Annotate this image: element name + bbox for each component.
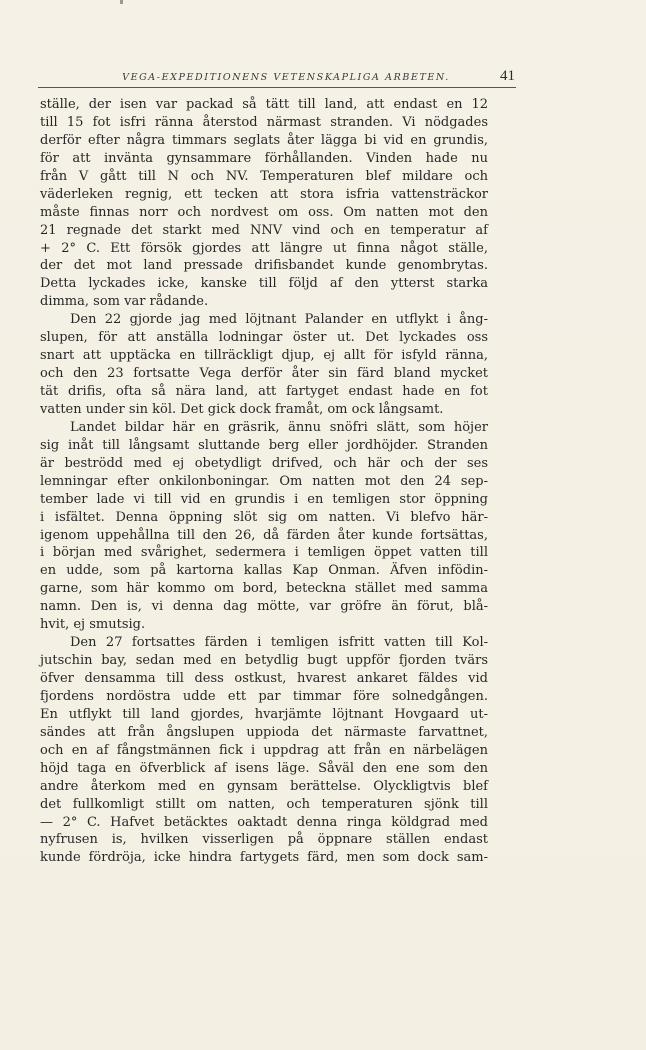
text-line: nyfrusen is, hvilken visserligen på öppnare ställen endast — [40, 832, 488, 848]
body-text — [40, 96, 488, 867]
text-line: Den 27 fortsattes färden i temligen isfritt vatten till Kol- — [70, 635, 488, 651]
text-line: der det mot land pressade drifisbandet kunde genombrytas. — [40, 258, 488, 274]
text-line: derför efter några timmars seglats åter lägga bi vid en grundis, — [40, 132, 488, 148]
text-line: måste finnas norr och nordvest om oss. Om natten mot den — [40, 204, 488, 220]
text-line: Detta lyckades icke, kanske till följd af den ytterst starka — [40, 276, 488, 292]
text-line: öfver densamma till dess ostkust, hvarest ankaret fäldes vid — [40, 671, 488, 686]
print-mark — [120, 0, 123, 4]
text-line: Landet bildar här en gräsrik, ännu snöfri slätt, som höjer — [70, 419, 488, 435]
text-line: ställe, der isen var packad så tätt till land, att endast en 12 — [40, 97, 488, 112]
text-line: är beströdd med ej obetydligt drifved, och här och der ses — [40, 455, 488, 471]
text-line: och den 23 fortsatte Vega derför åter sin färd bland mycket — [40, 366, 488, 382]
text-line: sändes att från ångslupen uppioda det närmaste farvattnet, — [40, 724, 488, 740]
text-line: 21 regnade det starkt med NNV vind och en temperatur af — [40, 222, 488, 238]
text-line: sig inåt till långsamt sluttande berg eller jordhöjder. Stranden — [40, 437, 488, 453]
text-line: dimma, som var rådande. — [40, 294, 209, 310]
text-line: i början med svårighet, sedermera i temligen öppet vatten till — [40, 545, 488, 561]
text-line: igenom uppehållna till den 26, då färden åter kunde fortsättas, — [40, 527, 488, 543]
text-line: från V gått till N och NV. Temperaturen blef mildare och — [40, 168, 488, 184]
text-line: jutschin bay, sedan med en betydlig bugt uppför fjorden tvärs — [40, 653, 488, 669]
text-line: väderleken regnig, ett tecken att stora isfria vattensträckor — [40, 186, 488, 202]
text-line: i isfältet. Denna öppning slöt sig om natten. Vi blefvo här- — [40, 509, 488, 525]
running-head: VEGA-EXPEDITIONENS VETENSKAPLIGA ARBETEN. — [122, 72, 450, 83]
text-line: lemningar efter onkilonboningar. Om natten mot den 24 sep- — [40, 473, 488, 489]
text-line: En utflykt till land gjordes, hvarjämte löjtnant Hovgaard ut- — [40, 706, 488, 722]
text-line: vatten under sin köl. Det gick dock framåt, om ock långsamt. — [40, 401, 444, 417]
header-rule — [38, 87, 516, 88]
text-line: garne, som här kommo om bord, beteckna stället med samma — [40, 581, 488, 597]
text-line: en udde, som på kartorna kallas Kap Onman. Äfven infödin- — [40, 563, 488, 579]
text-line: Den 22 gjorde jag med löjtnant Palander en utflykt i ång- — [70, 312, 488, 328]
text-line: till 15 fot isfri ränna återstod närmast stranden. Vi nödgades — [40, 114, 488, 130]
text-line: fjordens nordöstra udde ett par timmar före solnedgången. — [40, 688, 488, 704]
text-line: snart att upptäcka en tillräckligt djup, ej allt för isfyld ränna, — [40, 348, 488, 364]
text-line: hvit, ej smutsig. — [40, 617, 146, 633]
text-line: namn. Den is, vi denna dag mötte, var gröfre än förut, blå- — [40, 599, 488, 615]
text-line: tember lade vi till vid en grundis i en temligen stor öppning — [40, 491, 488, 507]
text-line: andre återkom med en gynsam berättelse. Olyckligtvis blef — [40, 778, 488, 794]
text-line: tät drifis, ofta så nära land, att fartyget endast hade en fot — [40, 384, 488, 399]
text-line: — 2° C. Hafvet betäcktes oaktadt denna ringa köldgrad med — [40, 814, 488, 830]
text-line: kunde fördröja, icke hindra fartygets färd, men som dock sam- — [40, 850, 488, 866]
text-line: och en af fångstmännen fick i uppdrag att från en närbelägen — [40, 742, 488, 758]
text-line: höjd taga en öfverblick af isens läge. Såväl den ene som den — [40, 760, 488, 776]
text-line: för att invänta gynsammare förhållanden. Vinden hade nu — [40, 150, 488, 166]
text-line: det fullkomligt stillt om natten, och temperaturen sjönk till — [40, 796, 488, 812]
page-number: 41 — [500, 68, 515, 84]
text-line: slupen, för att anställa lodningar öster ut. Det lyckades oss — [40, 330, 488, 346]
text-line: + 2° C. Ett försök gjordes att längre ut finna något ställe, — [40, 240, 488, 256]
